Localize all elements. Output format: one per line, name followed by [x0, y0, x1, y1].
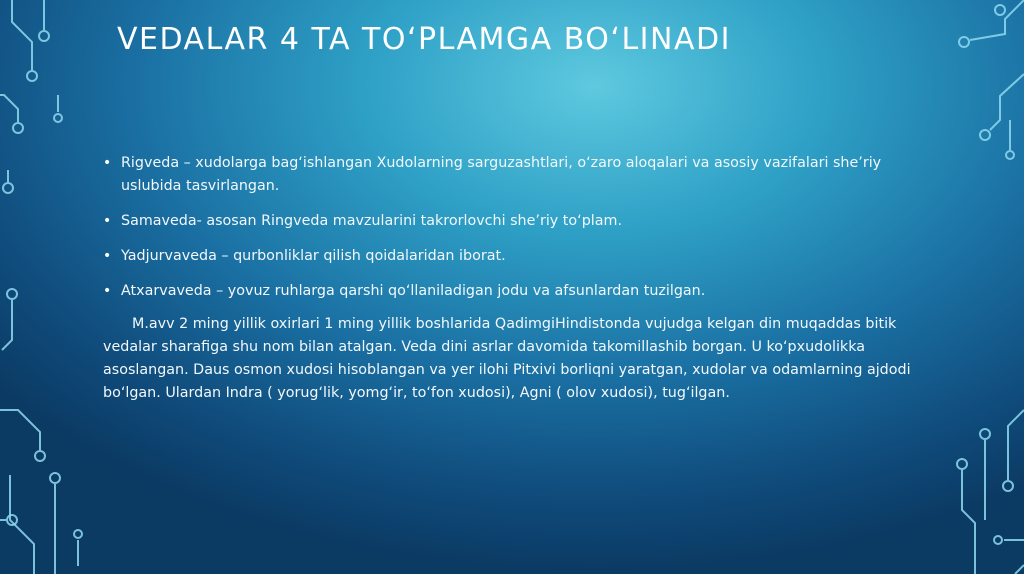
bullet-icon: •: [103, 248, 112, 264]
slide-title: VEDALAR 4 TA TO‘PLAMGA BO‘LINADI: [117, 22, 731, 57]
bullet-text: Yadjurvaveda – qurbonliklar qilish qoidalaridan iborat.: [121, 248, 506, 264]
bullet-text: Rigveda – xudolarga bag‘ishlangan Xudolarning sarguzashtlari, o‘zaro aloqalari va asosiy vazifalari she’riy uslubida tasvirlangan.: [121, 155, 882, 194]
list-item: [103, 280, 943, 303]
bullet-list: [103, 152, 943, 315]
bullet-text: Samaveda- asosan Ringveda mavzularini takrorlovchi she’riy to‘plam.: [121, 213, 622, 229]
bullet-text: Atxarvaveda – yovuz ruhlarga qarshi qo‘llaniladigan jodu va afsunlardan tuzilgan.: [121, 283, 706, 299]
list-item: [103, 210, 943, 233]
bullet-icon: •: [103, 155, 112, 171]
list-item: [103, 245, 943, 268]
bullet-icon: •: [103, 213, 112, 229]
bullet-icon: •: [103, 283, 112, 299]
list-item: [103, 152, 943, 198]
body-paragraph: M.avv 2 ming yillik oxirlari 1 ming yillik boshlarida QadimgiHindistonda vujudga kelgan din muqaddas bitik vedalar sharafiga shu nom bilan atalgan. Veda dini asrlar davomida takomillashib borgan. U ko‘pxudolikka asoslangan. Daus osmon xudosi hisoblangan va yer ilohi Pitxivi borliqni yaratgan, xudolar va odamlarning ajdodi bo‘lgan. Ulardan Indra ( yorug‘lik, yomg‘ir, to‘fon xudosi), Agni ( olov xudosi), tug‘ilgan.: [103, 316, 911, 401]
circuit-decoration-left-icon: [0, 0, 110, 574]
